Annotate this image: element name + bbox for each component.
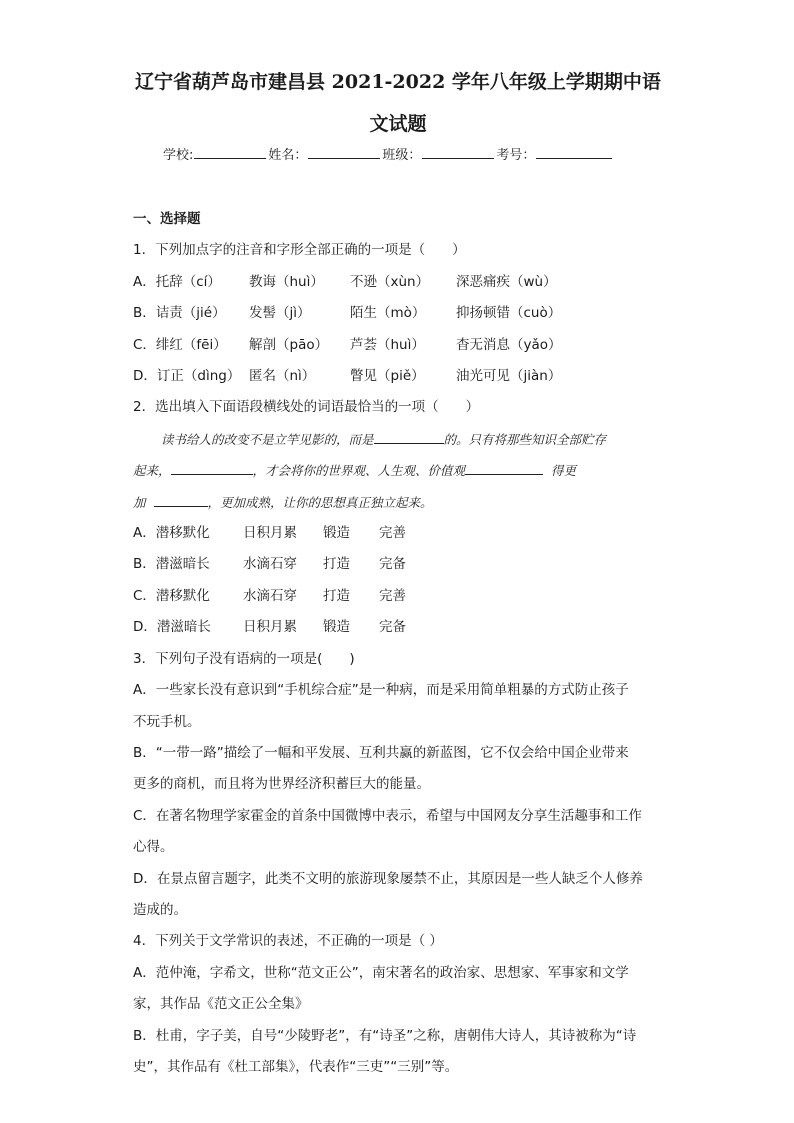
question-2-passage-line2 [133,455,673,486]
option-part: 锻造 [323,619,350,636]
option-part: 日积月累 [243,619,297,636]
passage-text: 加 [133,494,146,510]
passage-text: ，才会将你的世界观、人生观、价值观 [252,463,466,479]
passage-text: 的。只有将那些知识全部贮存 [443,431,607,447]
question-3-option-b-line1[interactable]: B．“一带一路”描绘了一幅和平发展、互利共赢的新蓝图，它不仅会给中国企业带来 [133,744,629,761]
name-blank[interactable] [308,144,380,159]
question-3-option-c-line1[interactable]: C．在著名物理学家霍金的首条中国微博中表示，希望与中国网友分享生活趣事和工作 [133,807,642,824]
exam-content [133,204,673,1083]
question-1-stem: 1．下列加点字的注音和字形全部正确的一项是（ ） [133,242,466,259]
exam-no-label: 考号： [496,148,536,163]
option-part: D．潜滋暗长 [133,619,211,636]
option-part: 抑扬顿错（cuò） [456,305,562,322]
question-2-option-d[interactable] [133,612,673,643]
question-3-option-a-line2: 不玩手机。 [133,713,201,730]
option-part: 日积月累 [243,525,297,542]
class-label: 班级： [382,148,422,163]
passage-blank-2[interactable] [171,460,253,475]
option-part: 完备 [379,619,406,636]
question-4-option-a-line2: 家，其作品《范文正公全集》 [133,996,309,1013]
question-1-option-d[interactable] [133,361,673,392]
option-part: B．诘责（jié） [133,305,226,322]
question-3-option-b-line2: 更多的商机，而且将为世界经济积蓄巨大的能量。 [133,776,430,793]
option-part: 完备 [379,556,406,573]
question-2-option-c[interactable] [133,581,673,612]
passage-blank-1[interactable] [374,429,444,444]
question-3-option-d-line1[interactable]: D．在景点留言题字，此类不文明的旅游现象屡禁不止，其原因是一些人缺乏个人修养 [133,870,643,887]
question-2-stem: 2．选出填入下面语段横线处的词语最恰当的一项（ ） [133,399,480,416]
passage-text: 读书给人的改变不是立竿见影的，而是 [161,431,374,447]
option-part: A．潜移默化 [133,525,210,542]
option-part: 完善 [379,587,406,604]
exam-title-line2: 文试题 [369,113,427,135]
question-4-option-a-line1[interactable]: A．范仲淹，字希文，世称“范文正公”，南宋著名的政治家、思想家、军事家和文学 [133,964,629,981]
passage-text: 起来， [133,463,171,479]
passage-text: ，更加成熟，让你的思想真正独立起来。 [207,494,433,510]
option-part: C．潜移默化 [133,587,210,604]
option-part: 打造 [323,587,350,604]
class-blank[interactable] [422,144,494,159]
option-part: 陌生（mò） [350,305,426,322]
question-1-option-c[interactable] [133,330,673,361]
option-part: 锻造 [323,525,350,542]
question-4-option-b-line1[interactable]: B．杜甫，字子美，自号“少陵野老”，有“诗圣”之称，唐朝伟大诗人，其诗被称为“诗 [133,1027,637,1044]
question-1-option-b[interactable] [133,298,673,329]
option-part: D．订正（dìng） [133,368,241,385]
option-part: C．绯红（fēi） [133,336,227,353]
option-part: A．托辞（cí） [133,273,221,290]
option-part: 水滴石穿 [243,556,297,573]
option-part: 完善 [379,525,406,542]
option-part: 油光可见（jiàn） [456,368,562,385]
question-1-option-a[interactable] [133,267,673,298]
question-4-option-b-line2: 史”，其作品有《杜工部集》，代表作“三吏”“三别”等。 [133,1058,459,1075]
option-part: 水滴石穿 [243,587,297,604]
option-part: 匿名（nì） [249,368,316,385]
option-part: 解剖（pāo） [249,336,329,353]
option-part: 打造 [323,556,350,573]
exam-no-blank[interactable] [536,144,612,159]
school-label: 学校: [163,148,194,163]
option-part: 瞥见（piě） [350,368,425,385]
question-3-stem: 3．下列句子没有语病的一项是( ) [133,650,355,667]
option-part: 芦荟（huì） [350,336,425,353]
option-part: 不逊（xùn） [350,273,430,290]
option-part: 教诲（huì） [249,273,324,290]
question-3-option-a-line1[interactable]: A．一些家长没有意识到“手机综合症”是一种病，而是采用简单粗暴的方式防止孩子 [133,682,629,699]
option-part: 深恶痛疾（wù） [456,273,557,290]
option-part: 发髻（jì） [249,305,311,322]
exam-title-line1: 辽宁省葫芦岛市建昌县 2021-2022 学年八年级上学期期中语 [135,71,661,93]
school-blank[interactable] [194,144,266,159]
option-part: B．潜滋暗长 [133,556,210,573]
question-2-option-a[interactable] [133,518,673,549]
option-part: 杳无消息（yǎo） [456,336,562,353]
question-3-option-d-line2: 造成的。 [133,901,187,918]
question-4-stem: 4．下列关于文学常识的表述，不正确的一项是（ ） [133,933,443,950]
question-2-option-b[interactable] [133,549,673,580]
question-2-passage-line1 [133,424,673,455]
section-heading: 一、选择题 [133,211,201,227]
name-label: 姓名： [268,148,308,163]
passage-blank-3[interactable] [465,460,543,475]
student-info-line [163,144,683,166]
question-3-option-c-line2: 心得。 [133,839,174,856]
passage-blank-4[interactable] [154,492,208,507]
passage-text: 得更 [551,463,577,479]
question-2-passage-line3 [133,487,673,518]
